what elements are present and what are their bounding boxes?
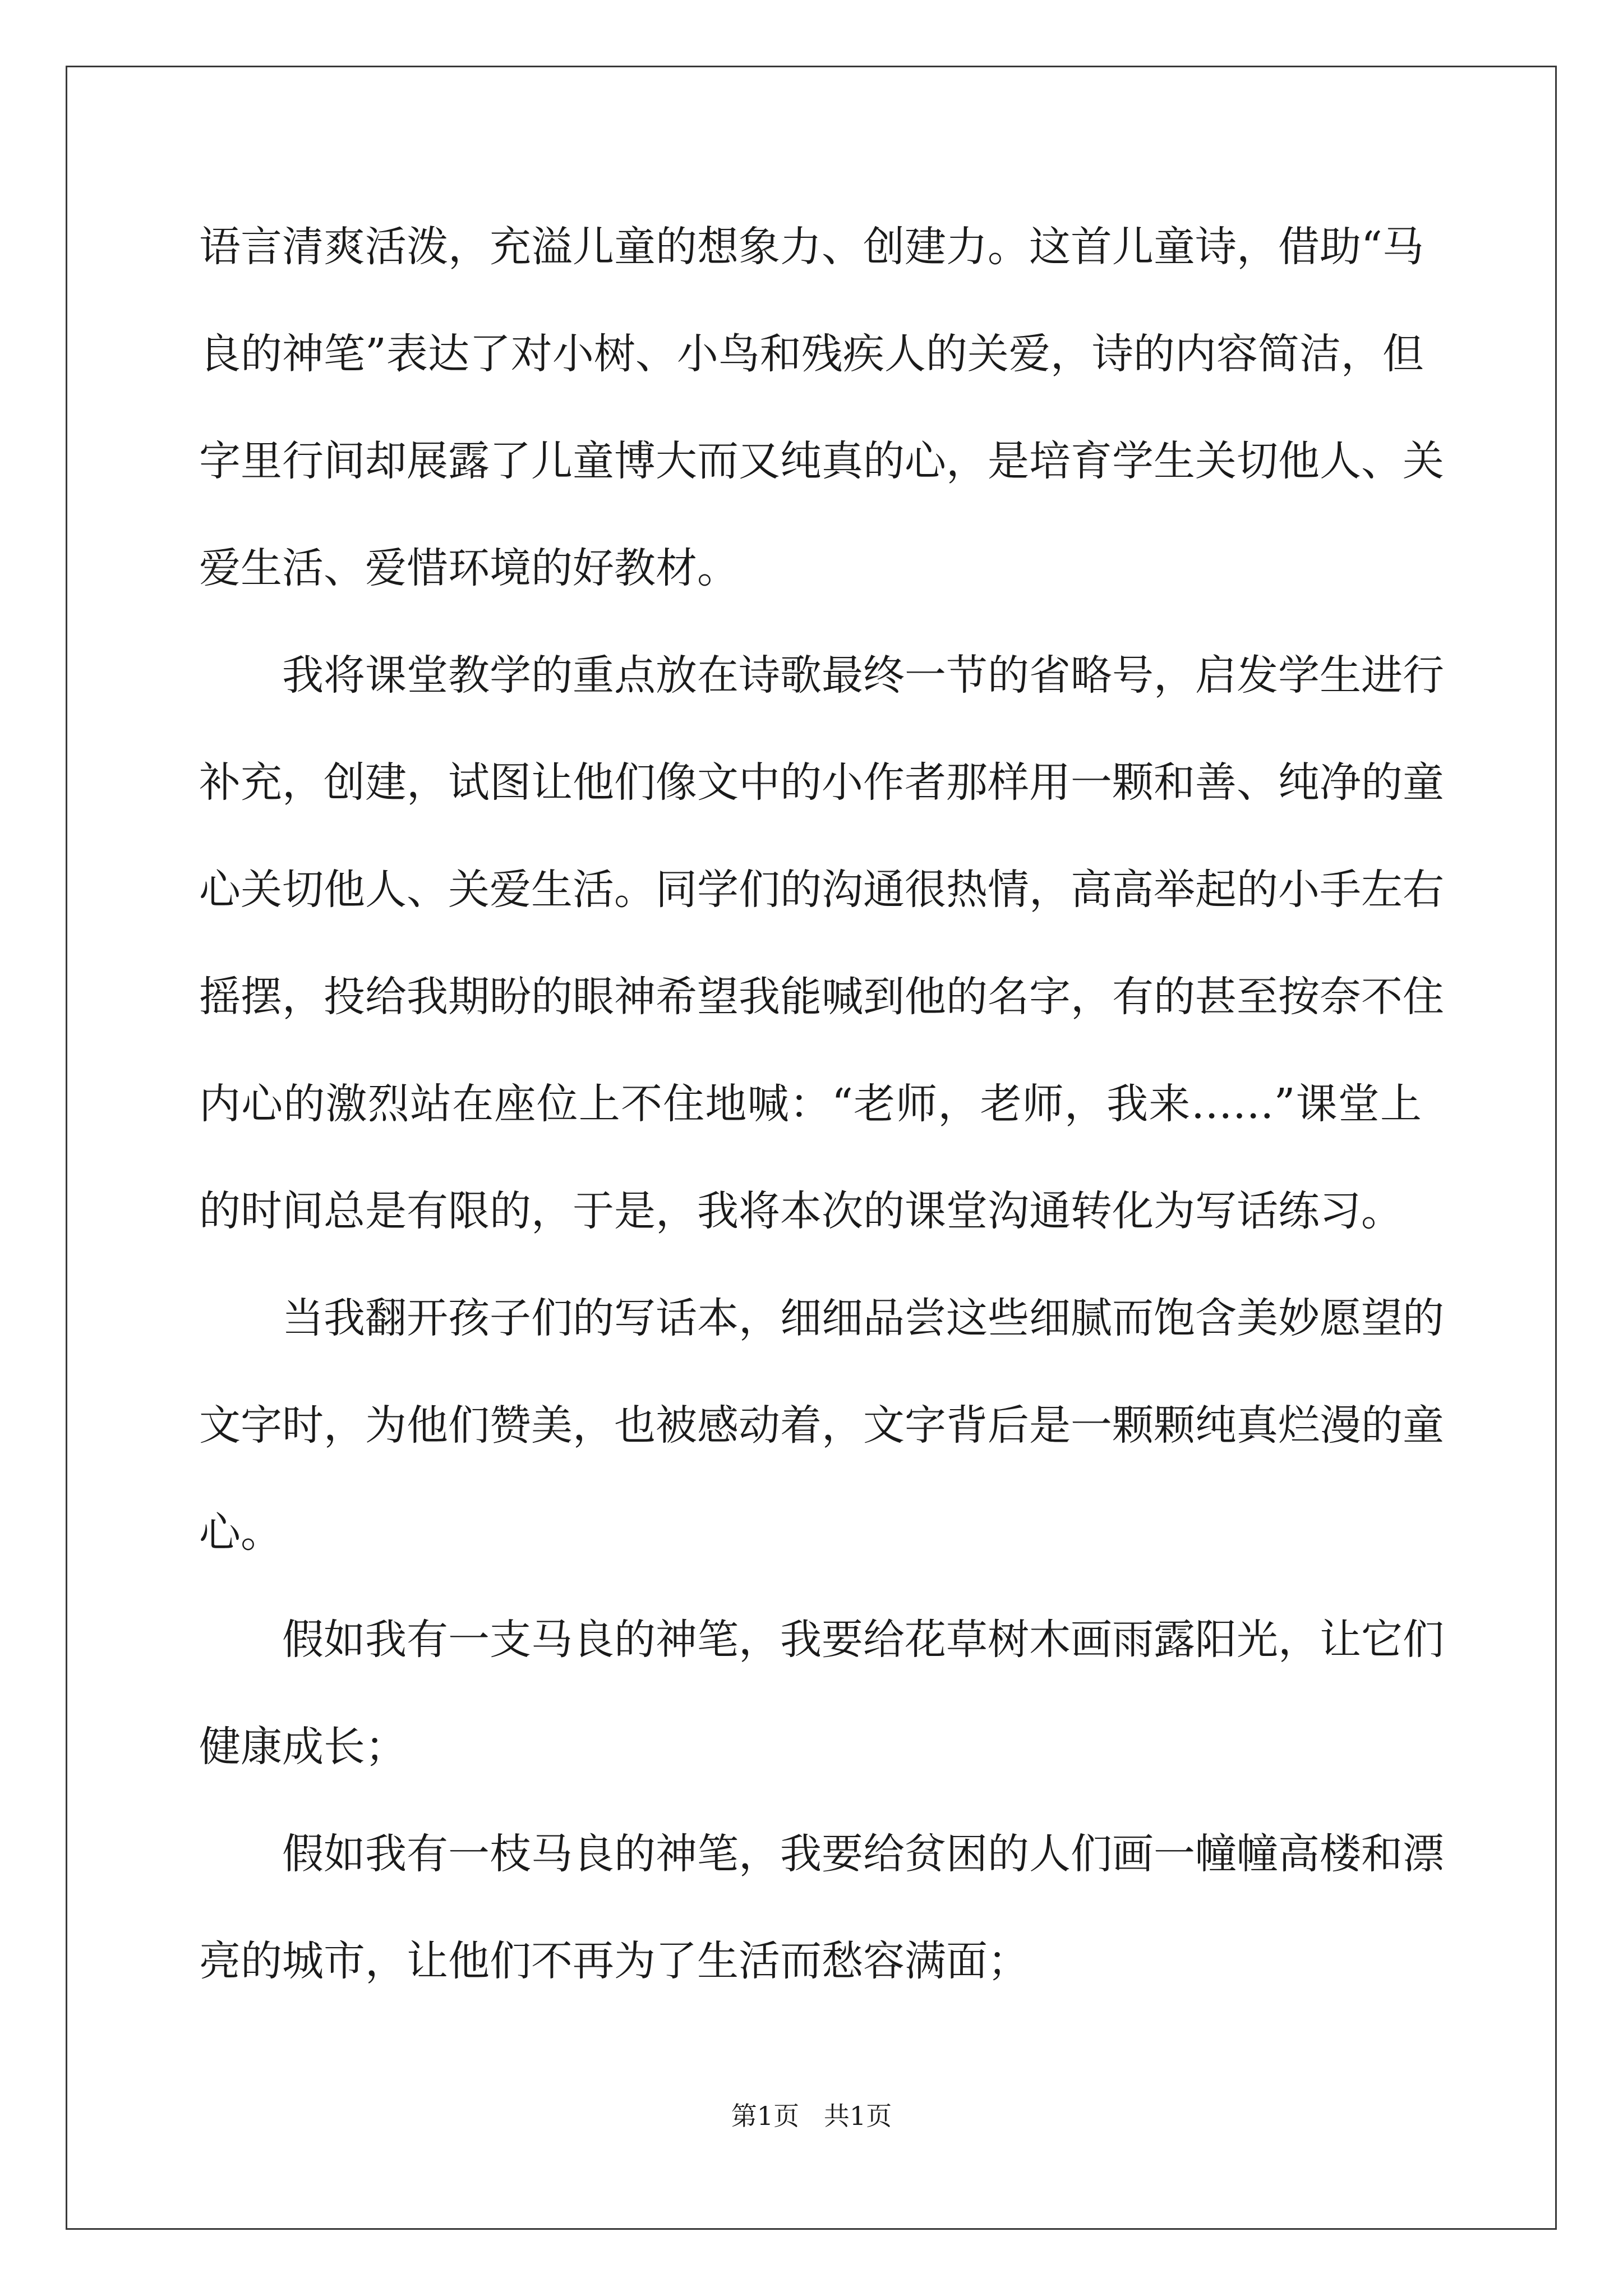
- text-line: 良的神笔”表达了对小树、小鸟和残疾人的关爱，诗的内容简洁，但: [199, 330, 1424, 378]
- page-number-footer: 第1页 共1页: [731, 2101, 892, 2131]
- text-line: 假如我有一支马良的神笔，我要给花草树木画雨露阳光，让它们: [282, 1616, 1444, 1664]
- text-line: 文字时，为他们赞美，也被感动着，文字背后是一颗颗纯真烂漫的童: [199, 1401, 1444, 1450]
- text-line: 心。: [199, 1508, 282, 1557]
- text-line: 心关切他人、关爱生活。同学们的沟通很热情，高高举起的小手左右: [199, 866, 1444, 914]
- text-line: 语言清爽活泼，充溢儿童的想象力、创建力。这首儿童诗，借助“马: [199, 223, 1424, 271]
- text-line: 的时间总是有限的，于是，我将本次的课堂沟通转化为写话练习。: [199, 1187, 1403, 1235]
- text-line: 爱生活、爱惜环境的好教材。: [199, 544, 739, 592]
- text-line: 内心的激烈站在座位上不住地喊：“老师，老师，我来……”课堂上: [199, 1080, 1422, 1128]
- text-line: 亮的城市，让他们不再为了生活而愁容满面；: [199, 1937, 1029, 1985]
- text-line: 当我翻开孩子们的写话本，细细品尝这些细腻而饱含美妙愿望的: [282, 1294, 1444, 1342]
- text-line: 我将课堂教学的重点放在诗歌最终一节的省略号，启发学生进行: [282, 651, 1444, 700]
- text-line: 摇摆，投给我期盼的眼神希望我能喊到他的名字，有的甚至按奈不住: [199, 973, 1444, 1021]
- text-line: 补充，创建，试图让他们像文中的小作者那样用一颗和善、纯净的童: [199, 758, 1444, 807]
- text-line: 假如我有一枝马良的神笔，我要给贫困的人们画一幢幢高楼和漂: [282, 1830, 1444, 1878]
- text-line: 字里行间却展露了儿童博大而又纯真的心，是培育学生关切他人、关: [199, 437, 1444, 485]
- text-line: 健康成长；: [199, 1723, 407, 1771]
- document-body: [199, 216, 1444, 2037]
